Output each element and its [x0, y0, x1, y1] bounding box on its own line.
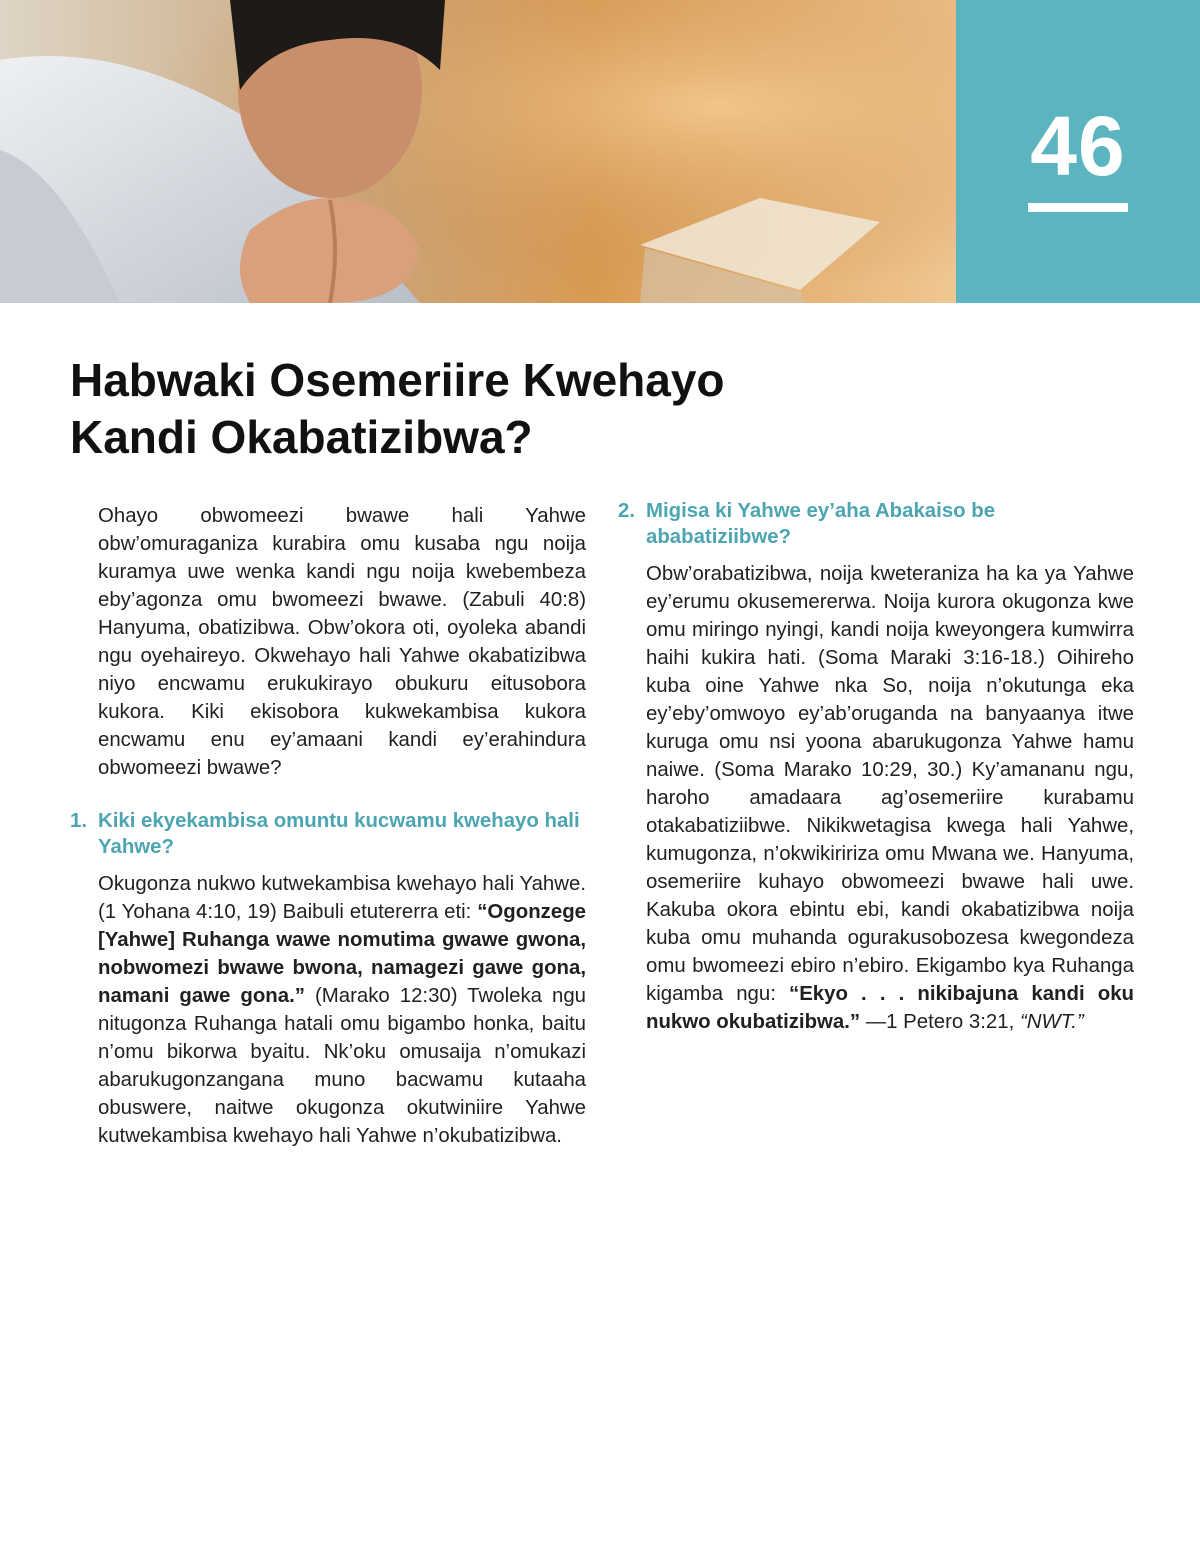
- question-1-number: 1.: [70, 810, 88, 832]
- question-2-heading: [618, 498, 1134, 550]
- answer-2-citation-source: “NWT.”: [1019, 1011, 1084, 1033]
- lesson-number-panel: [956, 0, 1200, 303]
- lesson-number: 46: [1030, 99, 1126, 193]
- lesson-number-underline: [1028, 203, 1128, 212]
- answer-2-quote: “Ekyo . . . nikibajuna kandi oku nukwo okubatizibwa.”: [646, 983, 1134, 1033]
- title-line-2: Kandi Okabatizibwa?: [70, 411, 533, 463]
- right-column: [618, 500, 1134, 1036]
- question-2-number: 2.: [618, 500, 636, 522]
- question-1-text: Kiki ekyekambisa omuntu kucwamu kwehayo hali Yahwe?: [98, 810, 580, 858]
- intro-paragraph: Ohayo obwomeezi bwawe hali Yahwe obw’omuraganiza kurabira omu kusaba ngu noija kuramya uwe wenka kandi ngu noija kwebembeza eby’agonza omu bwomeezi bwawe. (Zabuli 40:8) Hanyuma, obatizibwa. Obw’okora oti, oyoleka abandi ngu oyehaireyo. Okwehayo hali Yahwe okabatizibwa niyo encwamu erukukirayo obukuru eitusobora kukora. Kiki ekisobora kukwekambisa kukora encwamu enu ey’amaani kandi ey’erahindura obwomeezi bwawe?: [98, 505, 586, 779]
- answer-2-citation: —1 Petero 3:21,: [860, 1011, 1020, 1033]
- title-line-1: Habwaki Osemeriire Kwehayo: [70, 354, 725, 406]
- answer-2-paragraph: [646, 560, 1134, 1036]
- answer-2-text: Obw’orabatizibwa, noija kweteraniza ha ka ya Yahwe ey’erumu okusemererwa. Noija kurora okugonza kwe omu miringo nyingi, kandi noija kweyongera kumwirra haihi kukira hati. (Soma Maraki 3:16-18.) Oihireho kuba oine Yahwe nka So, noija n’okutunga eka ey’eby’omwoyo ey’ab’oruganda na banyaanya itwe kuruga omu nsi yoona abarukugonza Yahwe hamu naiwe. (Soma Marako 10:29, 30.) Ky’amananu ngu, haroho amadaara ag’osemeriire kurabamu otakabatiziibwe. Nikikwetagisa kwega hali Yahwe, kumugonza, n’okwikiririza omu Mwana we. Hanyuma, osemeriire kuhayo obwomeezi bwawe hali uwe. Kakuba okora ebintu ebi, kandi okabatizibwa noija kuba omu muhanda ogurakusobozesa kwegondeza omu bwomeezi ebiro n’ebiro. Ekigambo kya Ruhanga kigamba ngu:: [646, 563, 1134, 1005]
- page-title: [70, 352, 870, 466]
- hero-photo: [0, 0, 956, 303]
- question-1-heading: [70, 808, 586, 860]
- answer-1-paragraph: [98, 870, 586, 1150]
- question-2-text: Migisa ki Yahwe ey’aha Abakaiso be ababatiziibwe?: [646, 500, 996, 548]
- answer-1-text-b: (Marako 12:30) Twoleka ngu nitugonza Ruhanga hatali omu bigambo honka, baitu n’omu bikorwa byaitu. Nk’oku omusaija n’omukazi abarukugonzangana muno bacwamu kutaaha obuswere, naitwe okugonza okutwiniire Yahwe kutwekambisa kwehayo hali Yahwe n’okubatizibwa.: [98, 985, 587, 1147]
- left-column: [70, 502, 587, 1150]
- answer-1-quote: “Ogonzege [Yahwe] Ruhanga wawe nomutima gwawe gwona, nobwomezi bwawe bwona, namagezi gawe gona, namani gawe gona.”: [98, 901, 586, 1007]
- praying-man-photo-icon: [0, 0, 956, 303]
- answer-1-text-a: Okugonza nukwo kutwekambisa kwehayo hali Yahwe. (1 Yohana 4:10, 19) Baibuli etutererra eti:: [98, 873, 586, 923]
